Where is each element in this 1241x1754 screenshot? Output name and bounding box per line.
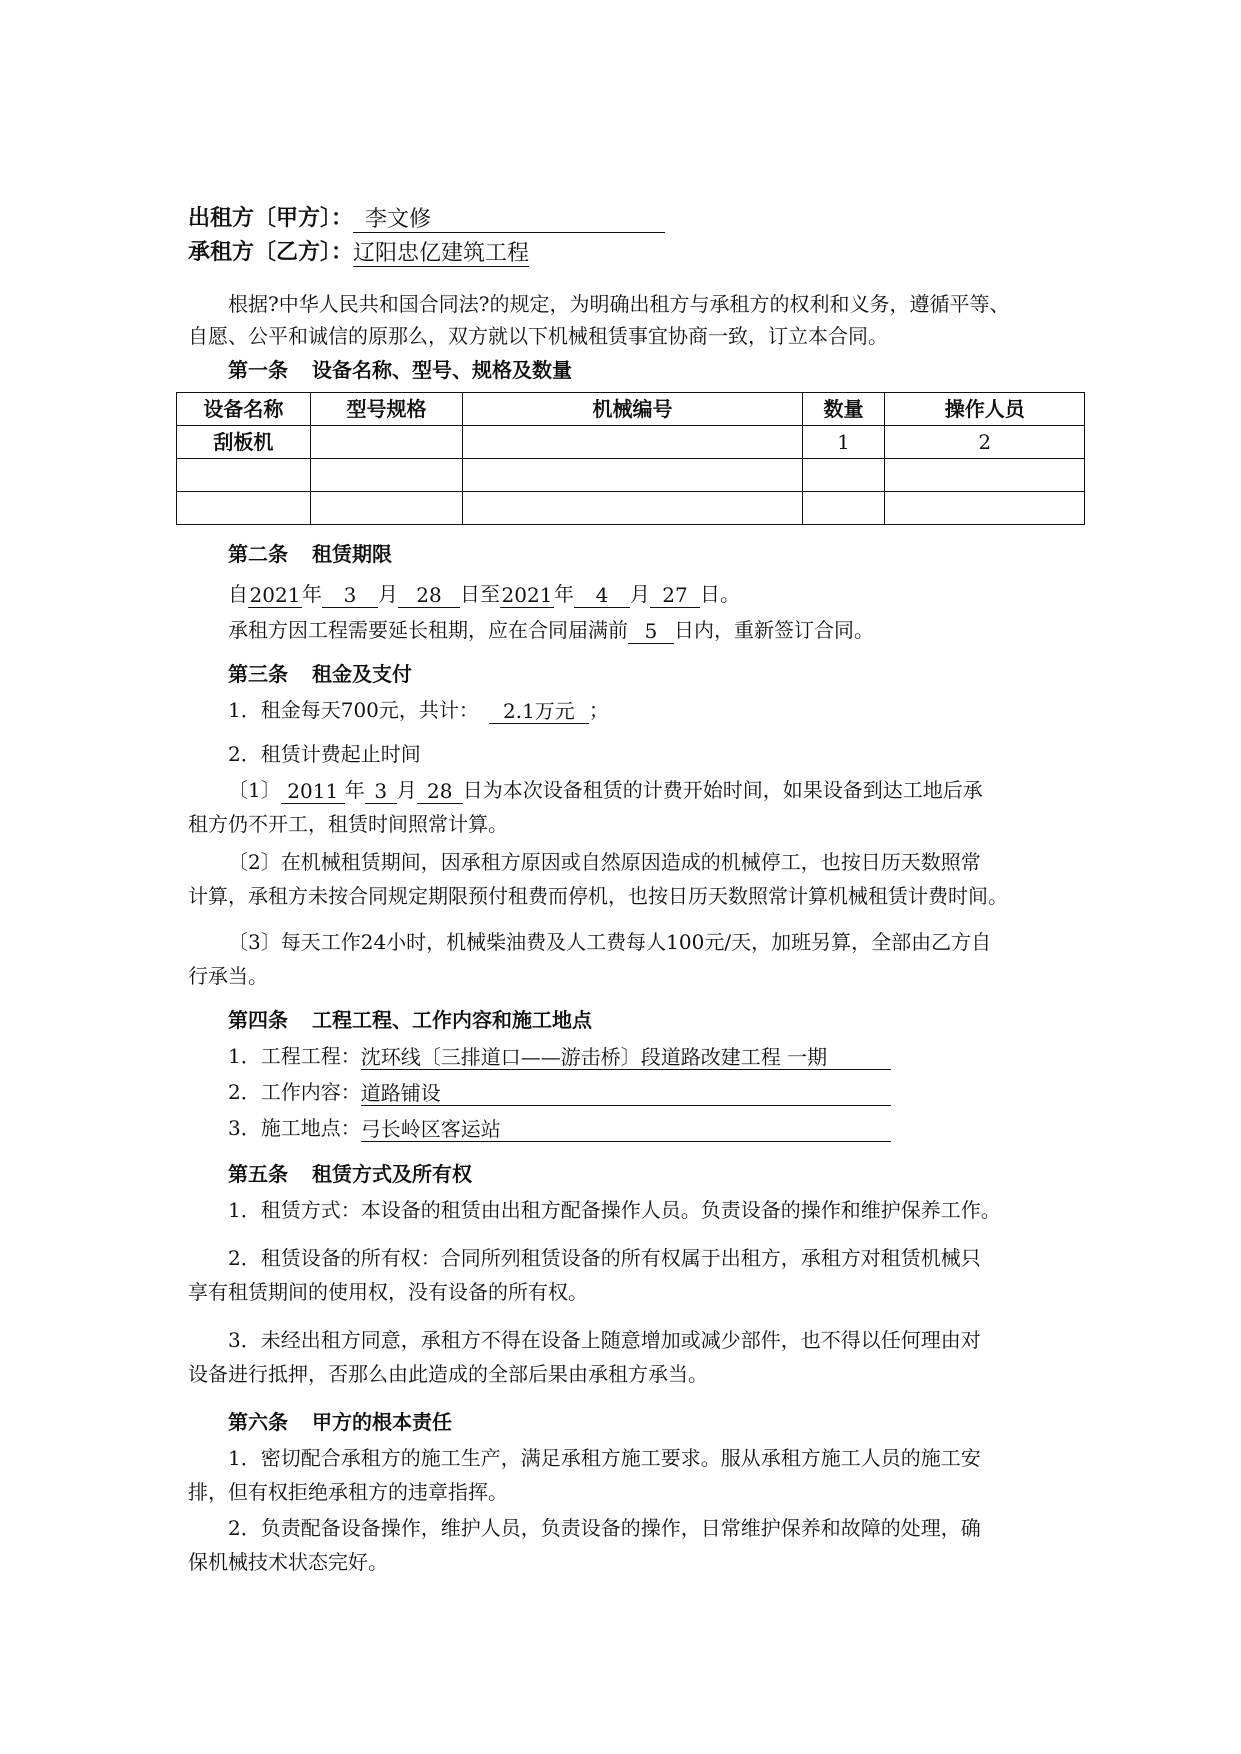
billing-text: 月 xyxy=(396,778,417,802)
billing-sub1-line2: 租方仍不开工，租赁时间照常计算。 xyxy=(188,812,508,836)
header-cell: 机械编号 xyxy=(463,393,802,426)
article3-heading xyxy=(228,660,412,688)
article6-number: 第六条 xyxy=(228,1410,288,1434)
extension-days: 5 xyxy=(628,619,674,644)
duty1-line1: 1．密切配合承租方的施工生产，满足承租方施工要求。服从承租方施工人员的施工安 xyxy=(228,1446,981,1470)
table-cell xyxy=(463,492,802,525)
table-cell xyxy=(885,459,1085,492)
article2-number: 第二条 xyxy=(228,542,288,566)
start-year: 2021 xyxy=(249,583,301,607)
table-cell xyxy=(310,492,463,525)
billing-period-line: 2．租赁计费起止时间 xyxy=(228,742,421,766)
site-value: 弓长岭区客运站 xyxy=(361,1117,891,1142)
site-label: 3．施工地点： xyxy=(228,1116,361,1140)
period-text: 日至 xyxy=(460,582,500,606)
article3-number: 第三条 xyxy=(228,662,288,686)
extension-text: 日内，重新签订合同。 xyxy=(674,618,874,642)
equipment-table xyxy=(176,392,1085,525)
billing-text: 〔1〕 xyxy=(228,778,281,802)
period-text: 月 xyxy=(630,582,650,606)
article2-title: 租赁期限 xyxy=(312,542,392,566)
project-label: 1．工程工程： xyxy=(228,1044,361,1068)
period-text: 月 xyxy=(378,582,398,606)
billing-sub2-line1: 〔2〕在机械租赁期间，因承租方原因或自然原因造成的机械停工，也按日历天数照常 xyxy=(228,850,981,874)
duty2-line1: 2．负责配备设备操作，维护人员，负责设备的操作，日常维护保养和故障的处理，确 xyxy=(228,1516,981,1540)
billing-start-day: 28 xyxy=(417,779,463,804)
lease-period-line xyxy=(228,580,740,608)
table-cell xyxy=(802,492,885,525)
ownership-line1: 2．租赁设备的所有权：合同所列租赁设备的所有权属于出租方，承租方对租赁机械只 xyxy=(228,1246,981,1270)
table-row xyxy=(177,459,1085,492)
table-cell xyxy=(310,459,463,492)
billing-sub1-line1 xyxy=(228,776,983,804)
billing-sub2-line2: 计算，承租方未按合同规定期限预付租费而停机，也按日历天数照常计算机械租赁计费时间。 xyxy=(188,884,1008,908)
article5-title: 租赁方式及所有权 xyxy=(312,1162,472,1186)
article2-heading xyxy=(228,540,392,568)
project-line xyxy=(228,1042,891,1070)
table-row xyxy=(177,426,1085,459)
no-modification-line1: 3．未经出租方同意，承租方不得在设备上随意增加或减少部件，也不得以任何理由对 xyxy=(228,1328,981,1352)
table-cell xyxy=(463,459,802,492)
work-content-label: 2．工作内容： xyxy=(228,1080,361,1104)
work-content-line xyxy=(228,1078,891,1106)
extension-text: 承租方因工程需要延长租期，应在合同届满前 xyxy=(228,618,628,642)
rent-line xyxy=(228,696,609,724)
article6-title: 甲方的根本责任 xyxy=(312,1410,452,1434)
period-text: 年 xyxy=(554,582,574,606)
intro-line-1: 根据?中华人民共和国合同法?的规定，为明确出租方与承租方的权利和义务，遵循平等、 xyxy=(228,292,1010,316)
billing-sub3-line1: 〔3〕每天工作24小时，机械柴油费及人工费每人100元/天，加班另算，全部由乙方自 xyxy=(228,930,992,954)
project-value: 沈环线〔三排道口——游击桥〕段道路改建工程 一期 xyxy=(361,1045,891,1070)
article1-title: 设备名称、型号、规格及数量 xyxy=(312,358,572,382)
rent-text: 1．租金每天700元，共计： xyxy=(228,698,479,722)
table-header-row xyxy=(177,393,1085,426)
work-content-value: 道路铺设 xyxy=(361,1081,891,1106)
table-cell: 刮板机 xyxy=(177,426,311,459)
lessor-label: 出租方〔甲方〕： xyxy=(188,205,354,231)
lessee-label: 承租方〔乙方〕： xyxy=(188,239,354,265)
table-cell xyxy=(310,426,463,459)
table-cell: 2 xyxy=(885,426,1085,459)
article6-heading xyxy=(228,1408,452,1436)
article4-heading xyxy=(228,1006,592,1034)
table-cell xyxy=(177,459,311,492)
table-row xyxy=(177,492,1085,525)
table-cell xyxy=(885,492,1085,525)
lessor-line xyxy=(188,204,665,233)
period-text: 年 xyxy=(302,582,322,606)
header-cell: 数量 xyxy=(802,393,885,426)
duty1-line2: 排，但有权拒绝承租方的违章指挥。 xyxy=(188,1480,508,1504)
intro-line-2: 自愿、公平和诚信的原那么，双方就以下机械租赁事宜协商一致，订立本合同。 xyxy=(188,324,888,348)
table-cell xyxy=(463,426,802,459)
billing-start-year: 2011 xyxy=(281,779,345,804)
lessee-line xyxy=(188,238,529,267)
end-day: 27 xyxy=(650,583,700,608)
table-cell xyxy=(177,492,311,525)
billing-text: 年 xyxy=(344,778,365,802)
article1-number: 第一条 xyxy=(228,358,288,382)
billing-sub3-line2: 行承当。 xyxy=(188,964,268,988)
end-month: 4 xyxy=(574,583,630,608)
header-cell: 操作人员 xyxy=(885,393,1085,426)
lessee-value: 辽阳忠亿建筑工程 xyxy=(353,241,530,266)
no-modification-line2: 设备进行抵押，否那么由此造成的全部后果由承租方承当。 xyxy=(188,1362,708,1386)
site-line xyxy=(228,1114,891,1142)
start-day: 28 xyxy=(398,583,460,608)
period-text: 日。 xyxy=(700,582,740,606)
end-year: 2021 xyxy=(501,583,553,607)
table-cell xyxy=(802,459,885,492)
header-cell: 设备名称 xyxy=(177,393,311,426)
billing-text: 日为本次设备租赁的计费开始时间，如果设备到达工地后承 xyxy=(462,778,983,802)
start-month: 3 xyxy=(322,583,378,608)
duty2-line2: 保机械技术状态完好。 xyxy=(188,1550,388,1574)
ownership-line2: 享有租赁期间的使用权，没有设备的所有权。 xyxy=(188,1280,588,1304)
table-cell: 1 xyxy=(802,426,885,459)
article1-heading xyxy=(228,356,572,384)
article3-title: 租金及支付 xyxy=(312,662,412,686)
article5-heading xyxy=(228,1160,472,1188)
article4-number: 第四条 xyxy=(228,1008,288,1032)
period-text: 自 xyxy=(228,582,248,606)
extension-line xyxy=(228,616,874,644)
rent-text: ； xyxy=(588,698,609,722)
billing-start-month: 3 xyxy=(365,779,397,804)
lessor-value: 李文修 xyxy=(353,208,665,233)
rent-total: 2.1万元 xyxy=(489,699,589,724)
lease-method-line: 1．租赁方式：本设备的租赁由出租方配备操作人员。负责设备的操作和维护保养工作。 xyxy=(228,1198,1001,1222)
header-cell: 型号规格 xyxy=(310,393,463,426)
article4-title: 工程工程、工作内容和施工地点 xyxy=(312,1008,592,1032)
article5-number: 第五条 xyxy=(228,1162,288,1186)
